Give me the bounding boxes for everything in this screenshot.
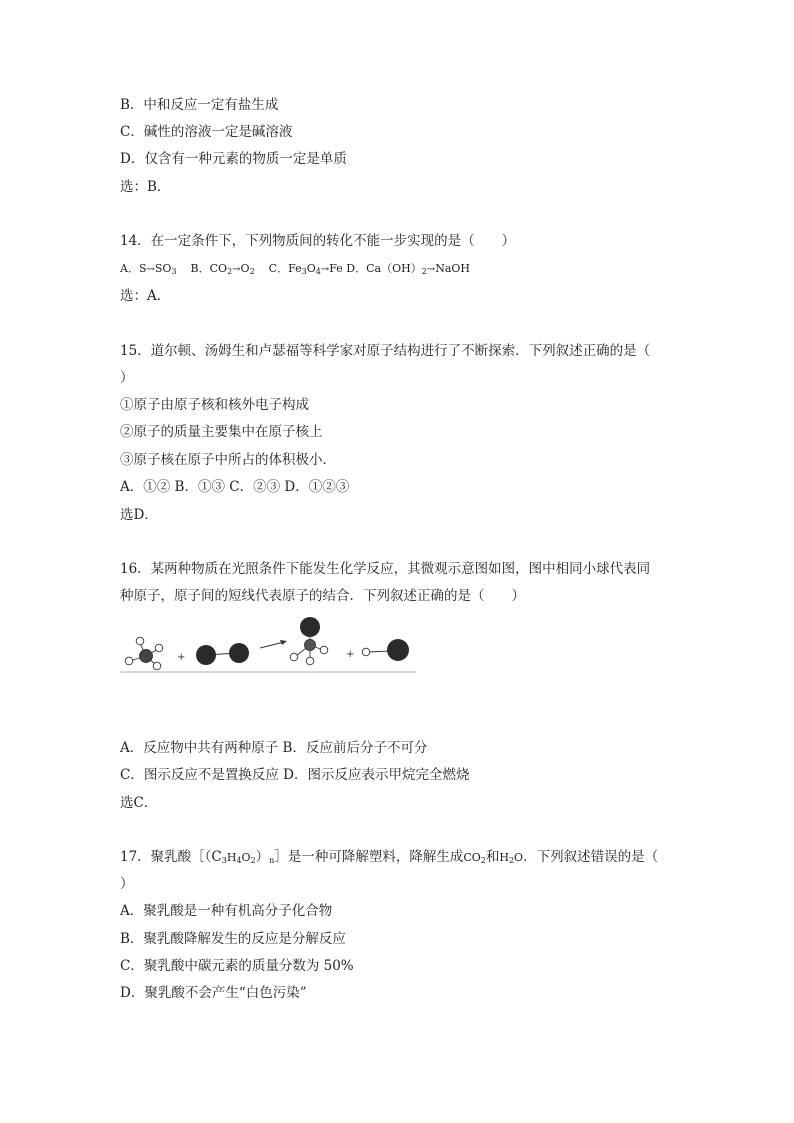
q16-options-cd: C．图示反应不是置换反应 D．图示反应表示甲烷完全燃烧 xyxy=(120,767,470,783)
q15-stem-line1: 15．道尔顿、汤姆生和卢瑟福等科学家对原子结构进行了不断探索．下列叙述正确的是（ xyxy=(120,343,651,359)
q15-stem-line2: ） xyxy=(120,370,134,386)
q16-stem-line1: 16．某两种物质在光照条件下能发生化学反应，其微观示意图如图，图中相同小球代表同 xyxy=(120,561,651,577)
q14-option-b: B．$CO_2\to O_2$ xyxy=(190,262,255,276)
q14-stem: 14．在一定条件下，下列物质间的转化不能一步实现的是（ ） xyxy=(120,233,516,249)
reaction-arrow xyxy=(260,640,287,648)
q15-options: A．①② B．①③ C．②③ D．①②③ xyxy=(120,479,350,495)
q13-answer: 选：B． xyxy=(120,179,171,195)
q17-option-c: C．聚乳酸中碳元素的质量分数为 50% xyxy=(120,958,354,974)
product-substituted-molecule xyxy=(290,617,328,665)
reactant-diatomic-molecule xyxy=(196,643,249,665)
q13-option-b: B．中和反应一定有盐生成 xyxy=(120,97,279,113)
reactant-methane-molecule xyxy=(125,637,163,670)
q14-option-c: C．$Fe_3O_4\to Fe$ xyxy=(268,262,343,276)
q17-option-b: B．聚乳酸降解发生的反应是分解反应 xyxy=(120,931,346,947)
plus-sign-2: + xyxy=(346,649,355,660)
q14-option-d: D．$Ca(OH)_2\to NaOH$ xyxy=(346,262,470,276)
product-diatomic-molecule xyxy=(362,639,409,661)
q17-option-a: A．聚乳酸是一种有机高分子化合物 xyxy=(120,903,333,919)
q17-option-d: D．聚乳酸不会产生“白色污染” xyxy=(120,985,307,1001)
plus-sign-1: + xyxy=(177,652,186,663)
q14-option-a: A．$S\to SO_3$ xyxy=(120,262,177,276)
q14-answer: 选：A． xyxy=(120,288,171,304)
q15-item-3: ③原子核在原子中所占的体积极小． xyxy=(120,452,336,468)
q16-options-ab: A．反应物中共有两种原子 B．反应前后分子不可分 xyxy=(120,740,428,756)
q17-stem-line2: ） xyxy=(120,876,134,892)
q15-answer: 选D． xyxy=(120,507,158,523)
q13-option-d: D．仅含有一种元素的物质一定是单质 xyxy=(120,151,347,167)
reaction-micro-diagram xyxy=(120,615,416,673)
q15-item-2: ②原子的质量主要集中在原子核上 xyxy=(120,424,323,440)
q14-options xyxy=(120,259,470,282)
q13-option-c: C．碱性的溶液一定是碱溶液 xyxy=(120,124,293,140)
q17-stem-line1: 17．聚乳酸$[(C_3H_4O_2)_n]$是一种可降解塑料，降解生成$CO_2$和$H_2O$．下列叙述错误的是（ xyxy=(120,849,659,865)
q15-item-1: ①原子由原子核和核外电子构成 xyxy=(120,397,309,413)
q16-stem-line2: 种原子，原子间的短线代表原子的结合．下列叙述正确的是（ ） xyxy=(120,588,525,604)
q16-answer: 选C． xyxy=(120,795,158,811)
